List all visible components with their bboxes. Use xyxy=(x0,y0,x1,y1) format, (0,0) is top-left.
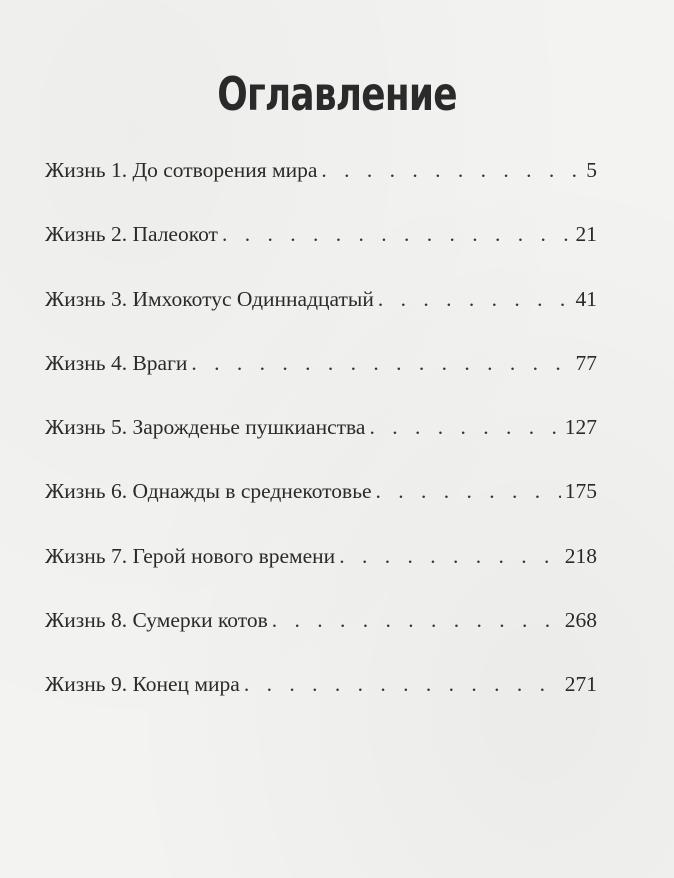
toc-page-number: 271 xyxy=(564,672,597,697)
dot-leader xyxy=(272,600,561,640)
toc-page-number: 175 xyxy=(564,479,597,504)
toc-entry xyxy=(45,536,597,600)
toc-entry xyxy=(45,279,597,343)
toc-entry-title: Жизнь 3. Имхокотус Одиннадцатый xyxy=(45,286,374,311)
dot-leader xyxy=(321,150,582,190)
toc-page-number: 268 xyxy=(564,608,597,633)
toc-entry-title: Жизнь 4. Враги xyxy=(45,350,188,375)
toc-entry xyxy=(45,214,597,278)
dot-leader xyxy=(244,664,561,704)
dot-leader xyxy=(378,279,572,319)
dot-leader xyxy=(369,407,560,447)
toc-page-number: 41 xyxy=(575,286,597,311)
toc-entry-title: Жизнь 5. Зарожденье пушкианства xyxy=(45,415,366,440)
toc-entry xyxy=(45,343,597,407)
toc-entry xyxy=(45,407,597,471)
dot-leader xyxy=(191,343,571,383)
page-title: Оглавление xyxy=(217,67,457,121)
toc-entry xyxy=(45,471,597,535)
toc-entry-title: Жизнь 8. Сумерки котов xyxy=(45,608,268,633)
toc-page-number: 21 xyxy=(575,222,597,247)
toc-entry-title: Жизнь 2. Палеокот xyxy=(45,222,218,247)
toc-page-number: 218 xyxy=(564,543,597,568)
toc-entry xyxy=(45,600,597,664)
toc-list xyxy=(45,150,597,729)
toc-entry xyxy=(45,664,597,728)
toc-entry-title: Жизнь 9. Конец мира xyxy=(45,672,240,697)
toc-entry-title: Жизнь 1. До сотворения мира xyxy=(45,158,318,182)
dot-leader xyxy=(339,536,561,576)
dot-leader xyxy=(376,471,561,511)
toc-entry-title: Жизнь 7. Герой нового времени xyxy=(45,543,336,568)
toc-entry xyxy=(45,150,597,214)
toc-page-number: 77 xyxy=(575,350,597,375)
toc-page-number: 127 xyxy=(564,415,597,440)
toc-page-number: 5 xyxy=(586,158,597,182)
toc-entry-title: Жизнь 6. Однажды в среднекотовье xyxy=(45,479,372,504)
dot-leader xyxy=(222,214,572,254)
